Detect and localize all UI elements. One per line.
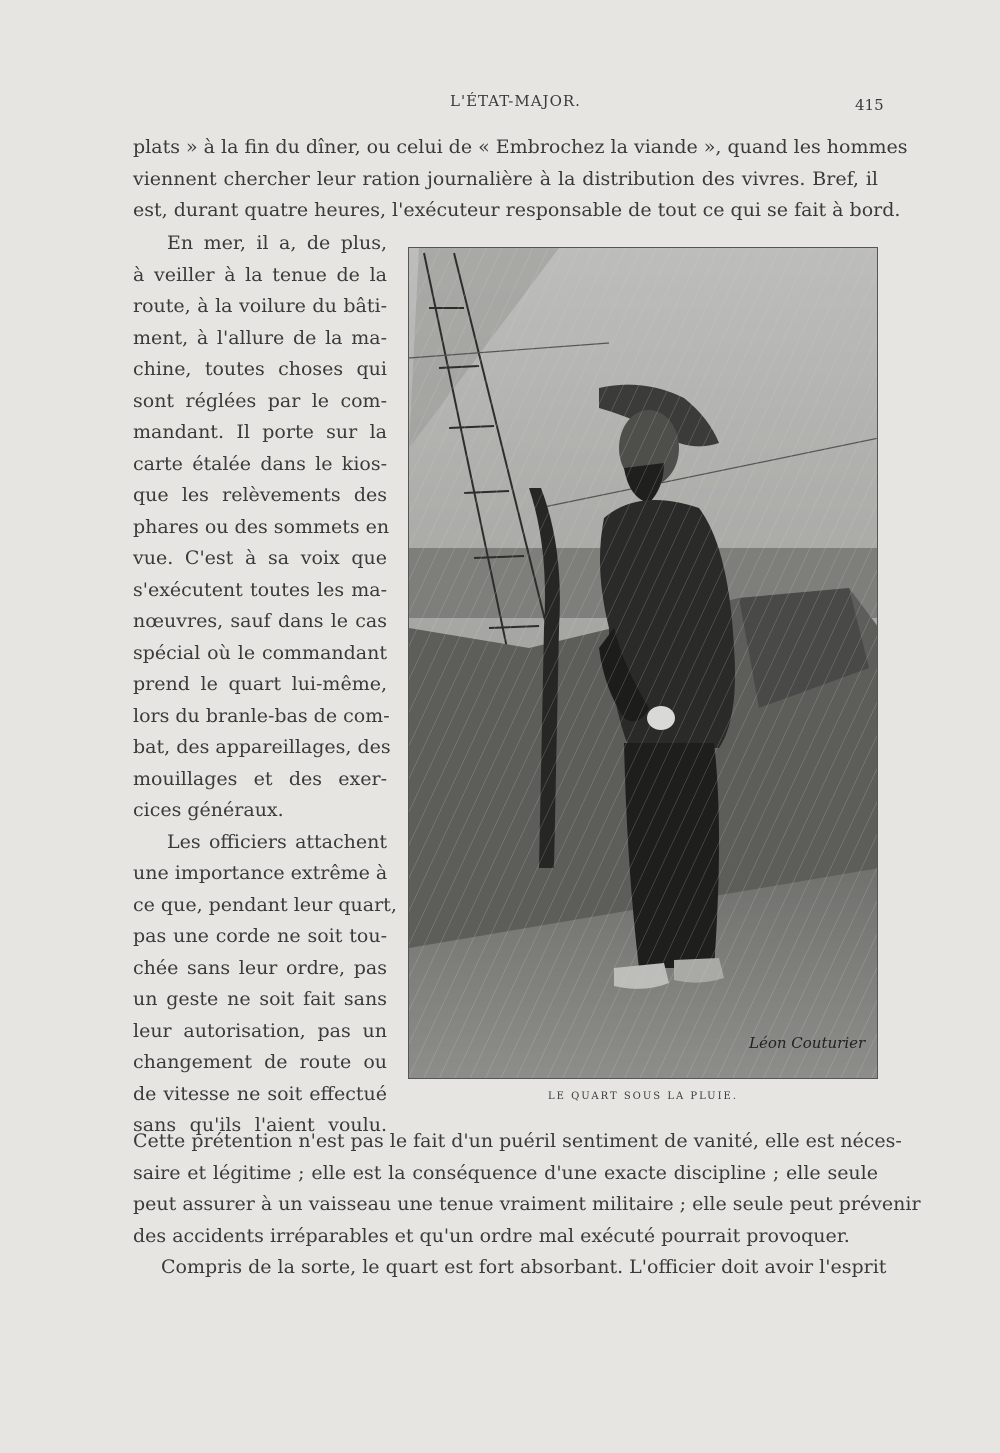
text-line: s'exécutent toutes les ma- — [133, 578, 387, 601]
text-line: ment, à l'allure de la ma- — [133, 326, 387, 349]
page-header — [0, 92, 1000, 116]
text-line: peut assurer à un vaisseau une tenue vraiment militaire ; elle seule peut prévenir — [133, 1193, 921, 1215]
text-line: pas une corde ne soit tou- — [133, 925, 387, 947]
page-number: 415 — [855, 96, 884, 114]
artist-signature: Léon Couturier — [749, 1034, 866, 1052]
text-line: Cette prétention n'est pas le fait d'un puéril sentiment de vanité, elle est néces- — [133, 1130, 902, 1152]
text-line: cices généraux. — [133, 799, 284, 821]
text-line: Les officiers attachent — [167, 830, 387, 853]
text-line: prend le quart lui-même, — [133, 673, 387, 695]
text-line: chine, toutes choses qui — [133, 358, 387, 380]
top-paragraph — [133, 132, 908, 227]
left-column-text — [133, 228, 397, 1142]
text-line: que les relèvements des — [133, 484, 387, 506]
text-line: de vitesse ne soit effectué — [133, 1082, 387, 1105]
text-line: sont réglées par le com- — [133, 389, 387, 412]
text-line: route, à la voilure du bâti- — [133, 295, 387, 317]
text-line: bat, des appareillages, des — [133, 736, 391, 758]
text-line: vue. C'est à sa voix que — [133, 547, 387, 569]
sailor-engraving — [409, 248, 878, 1079]
text-line: mouillages et des exer- — [133, 767, 387, 790]
text-line: En mer, il a, de plus, — [167, 232, 387, 254]
running-title: L'ÉTAT-MAJOR. — [450, 92, 581, 110]
figure-caption: LE QUART SOUS LA PLUIE. — [547, 1091, 739, 1102]
text-line: spécial où le commandant — [133, 641, 387, 664]
text-line: ce que, pendant leur quart, — [133, 893, 397, 916]
text-line: phares ou des sommets en — [133, 515, 390, 538]
text-line: chée sans leur ordre, pas — [133, 956, 387, 979]
text-line: lors du branle-bas de com- — [133, 704, 390, 727]
text-line: carte étalée dans le kios- — [133, 452, 387, 475]
text-line: leur autorisation, pas un — [133, 1019, 387, 1042]
text-line: une importance extrême à — [133, 862, 388, 884]
rain-texture — [409, 248, 878, 1079]
text-line: mandant. Il porte sur la — [133, 421, 387, 443]
text-line: viennent chercher leur ration journalière à la distribution des vivres. Bref, il — [133, 167, 878, 190]
text-line: plats » à la fin du dîner, ou celui de « Embrochez la viande », quand les hommes — [133, 136, 908, 158]
text-line: des accidents irréparables et qu'un ordre mal exécuté pourrait provoquer. — [133, 1224, 850, 1247]
text-line: saire et légitime ; elle est la conséquence d'une exacte discipline ; elle seule — [133, 1161, 878, 1184]
text-line: nœuvres, sauf dans le cas — [133, 610, 387, 632]
text-line: Compris de la sorte, le quart est fort absorbant. L'officier doit avoir l'esprit — [161, 1256, 887, 1278]
bottom-paragraph — [133, 1126, 921, 1284]
text-line: sans qu'ils l'aient voulu. — [133, 1114, 387, 1136]
text-line: à veiller à la tenue de la — [133, 263, 387, 286]
text-line: est, durant quatre heures, l'exécuteur responsable de tout ce qui se fait à bord. — [133, 199, 901, 221]
text-line: changement de route ou — [133, 1051, 387, 1073]
text-line: un geste ne soit fait sans — [133, 988, 387, 1010]
illustration — [408, 247, 878, 1079]
